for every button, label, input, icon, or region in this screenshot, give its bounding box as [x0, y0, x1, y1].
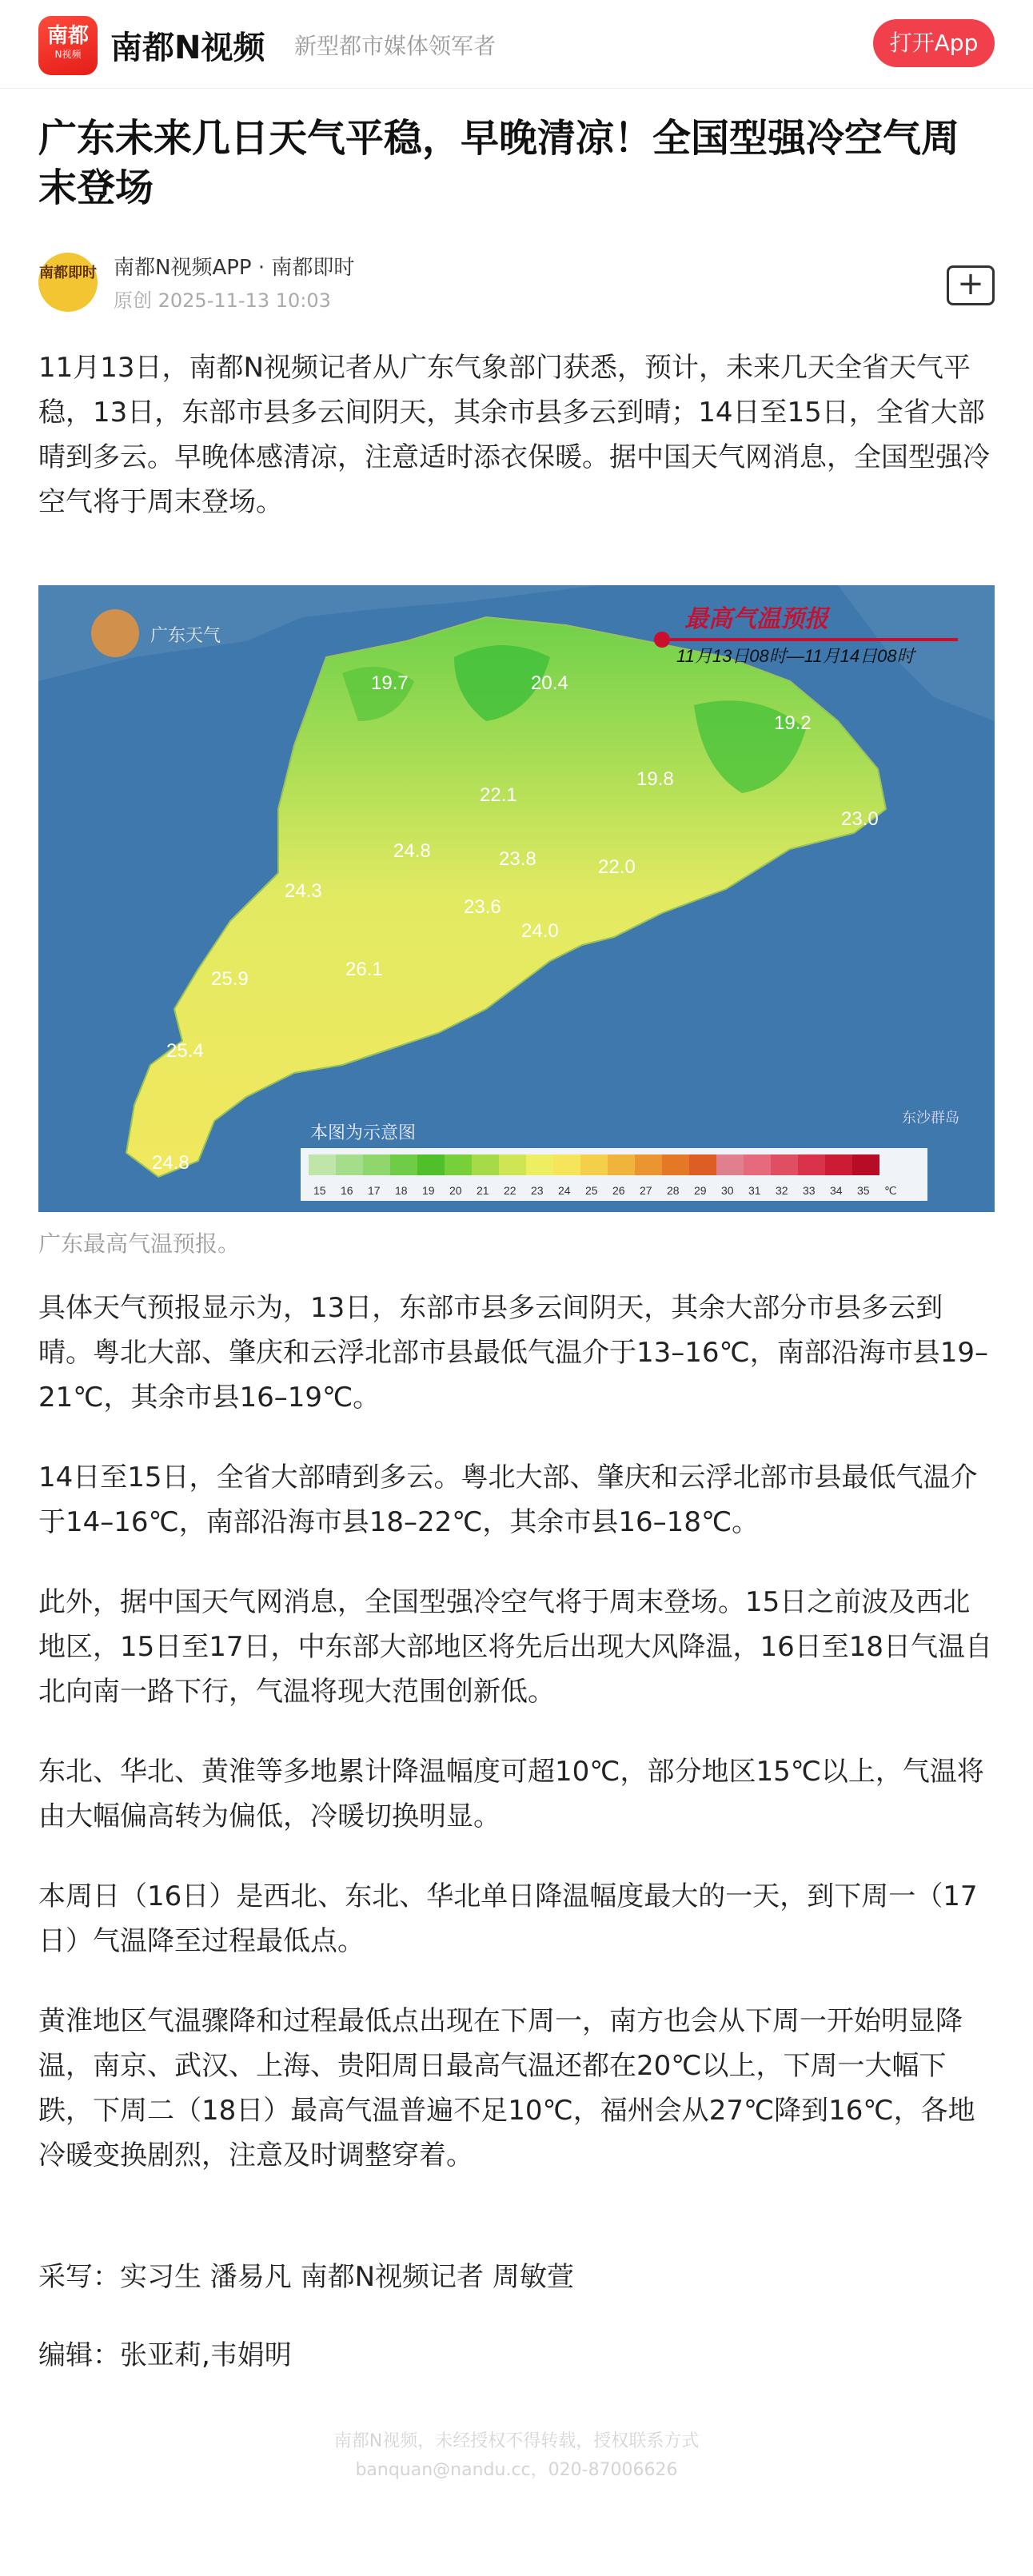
legend-tick-label: ℃ [884, 1184, 897, 1197]
top-bar [0, 0, 1033, 89]
legend-tick-label: 33 [803, 1184, 816, 1197]
temperature-label: 19.8 [636, 768, 674, 790]
legend-swatch [689, 1154, 716, 1175]
temperature-label: 22.1 [480, 784, 517, 806]
temperature-label: 25.4 [166, 1040, 204, 1062]
map-note: 本图为示意图 [310, 1123, 417, 1142]
paragraph-6: 本周日（16日）是西北、东北、华北单日降温幅度最大的一天，到下周一（17日）气温降至过程最低点。 [38, 1880, 978, 1957]
temperature-label: 23.6 [464, 896, 501, 918]
legend-tick-label: 23 [531, 1184, 544, 1197]
legend-swatch [662, 1154, 689, 1175]
legend-swatch [771, 1154, 798, 1175]
publish-meta: 原创 2025-11-13 10:03 [114, 289, 331, 312]
legend-tick-label: 30 [721, 1184, 734, 1197]
article-title: 广东未来几日天气平稳，早晚清凉！全国型强冷空气周末登场 [38, 116, 960, 210]
app-logo[interactable] [38, 16, 98, 75]
brand-slogan: 新型都市媒体领军者 [294, 33, 497, 59]
legend-swatch [608, 1154, 635, 1175]
editor-credit: 编辑：张亚莉,韦娟明 [38, 2339, 292, 2371]
legend-tick-label: 19 [422, 1184, 435, 1197]
open-app-button[interactable]: 打开App [873, 19, 995, 67]
legend-tick-label: 25 [585, 1184, 598, 1197]
paragraph-1: 11月13日，南都N视频记者从广东气象部门获悉，预计，未来几天全省天气平稳，13日，东部市县多云间阴天，其余市县多云到晴；14日至15日，全省大部晴到多云。早晚体感清凉，注意适时添衣保暖。据中国天气网消息，全国型强冷空气将于周末登场。 [38, 352, 990, 518]
temperature-label: 24.8 [152, 1152, 189, 1174]
paragraph-2: 具体天气预报显示为，13日，东部市县多云间阴天，其余大部分市县多云到晴。粤北大部、肇庆和云浮北部市县最低气温介于13–16℃，南部沿海市县19–21℃，其余市县16–19℃。 [38, 1292, 988, 1414]
temperature-label: 25.9 [211, 968, 249, 990]
logo-text: 南都 [46, 24, 89, 48]
author-avatar[interactable]: 南都即时 [38, 253, 98, 312]
legend-swatch [336, 1154, 363, 1175]
paragraph-5: 东北、华北、黄淮等多地累计降温幅度可超10℃，部分地区15℃以上，气温将由大幅偏高转为偏低，冷暖切换明显。 [38, 1756, 984, 1832]
legend-tick-label: 31 [748, 1184, 761, 1197]
legend-swatch [390, 1154, 417, 1175]
legend-tick-label: 28 [667, 1184, 680, 1197]
legend-tick-label: 21 [477, 1184, 489, 1197]
legend-tick-label: 32 [776, 1184, 788, 1197]
legend-tick-label: 26 [612, 1184, 625, 1197]
legend-swatch [553, 1154, 580, 1175]
legend-swatch [825, 1154, 852, 1175]
temperature-label: 23.8 [499, 848, 536, 870]
temperature-label: 20.4 [531, 672, 568, 694]
legend-swatch [417, 1154, 445, 1175]
islands-label: 东沙群岛 [902, 1110, 959, 1126]
legend-swatch [798, 1154, 825, 1175]
paragraph-4: 此外，据中国天气网消息，全国型强冷空气将于周末登场。15日之前波及西北地区，15日至17日，中东部大部地区将先后出现大风降温，16日至18日气温自北向南一路下行，气温将现大范围创新低。 [38, 1586, 993, 1708]
legend-swatch [472, 1154, 499, 1175]
legend-tick-label: 34 [830, 1184, 843, 1197]
temperature-label: 24.8 [393, 840, 431, 862]
source-logo-icon [91, 609, 139, 657]
legend-tick-label: 15 [313, 1184, 326, 1197]
image-caption: 广东最高气温预报。 [38, 1230, 241, 1257]
copyright-line-2: banquan@nandu.cc，020-87006626 [355, 2460, 678, 2480]
legend-tick-label: 17 [368, 1184, 381, 1197]
legend-swatch [852, 1154, 879, 1175]
legend-tick-label: 18 [395, 1184, 408, 1197]
paragraph-3: 14日至15日，全省大部晴到多云。粤北大部、肇庆和云浮北部市县最低气温介于14–16℃，南部沿海市县18–22℃，其余市县16–18℃。 [38, 1461, 978, 1538]
map-source: 广东天气 [150, 625, 221, 645]
legend-swatch [716, 1154, 744, 1175]
legend-swatch [744, 1154, 771, 1175]
temperature-label: 24.0 [521, 920, 559, 942]
map-title: 最高气温预报 [684, 606, 828, 632]
temperature-map [38, 585, 995, 1212]
legend-swatch [635, 1154, 662, 1175]
title-marker-icon [654, 632, 670, 648]
legend-tick-label: 16 [341, 1184, 353, 1197]
temperature-label: 23.0 [841, 808, 879, 830]
legend-swatch [526, 1154, 553, 1175]
legend-swatch [580, 1154, 608, 1175]
legend-tick-label: 24 [558, 1184, 571, 1197]
brand-name: 南都N视频 [110, 30, 265, 66]
temperature-label: 24.3 [285, 880, 322, 902]
legend-swatch [445, 1154, 472, 1175]
legend-tick-label: 20 [449, 1184, 462, 1197]
legend-tick-label: 22 [504, 1184, 516, 1197]
copyright-line-1: 南都N视频，未经授权不得转载，授权联系方式 [333, 2431, 700, 2451]
legend-swatch [499, 1154, 526, 1175]
author-name[interactable]: 南都N视频APP · 南都即时 [114, 256, 355, 280]
legend-swatch [363, 1154, 390, 1175]
paragraph-7: 黄淮地区气温骤降和过程最低点出现在下周一，南方也会从下周一开始明显降温，南京、武汉、上海、贵阳周日最高气温还都在20℃以上，下周一大幅下跌，下周二（18日）最高气温普遍不足10℃，福州会从27℃降到16℃，各地冷暖变换剧烈，注意及时调整穿着。 [38, 2005, 975, 2171]
legend-tick-label: 29 [694, 1184, 707, 1197]
writer-credit: 采写：实习生 潘易凡 南都N视频记者 周敏萱 [38, 2261, 574, 2293]
legend-tick-label: 35 [857, 1184, 870, 1197]
weather-map-image[interactable] [38, 585, 995, 1212]
temperature-label: 19.2 [774, 712, 812, 734]
map-period: 11月13日08时—11月14日08时 [676, 646, 915, 666]
temperature-label: 26.1 [345, 959, 383, 980]
legend-tick-label: 27 [640, 1184, 652, 1197]
temperature-label: 22.0 [598, 856, 636, 878]
logo-subtext: N视频 [54, 49, 82, 60]
follow-button[interactable]: + [947, 265, 995, 305]
legend-swatch [309, 1154, 336, 1175]
temperature-label: 19.7 [371, 672, 409, 694]
